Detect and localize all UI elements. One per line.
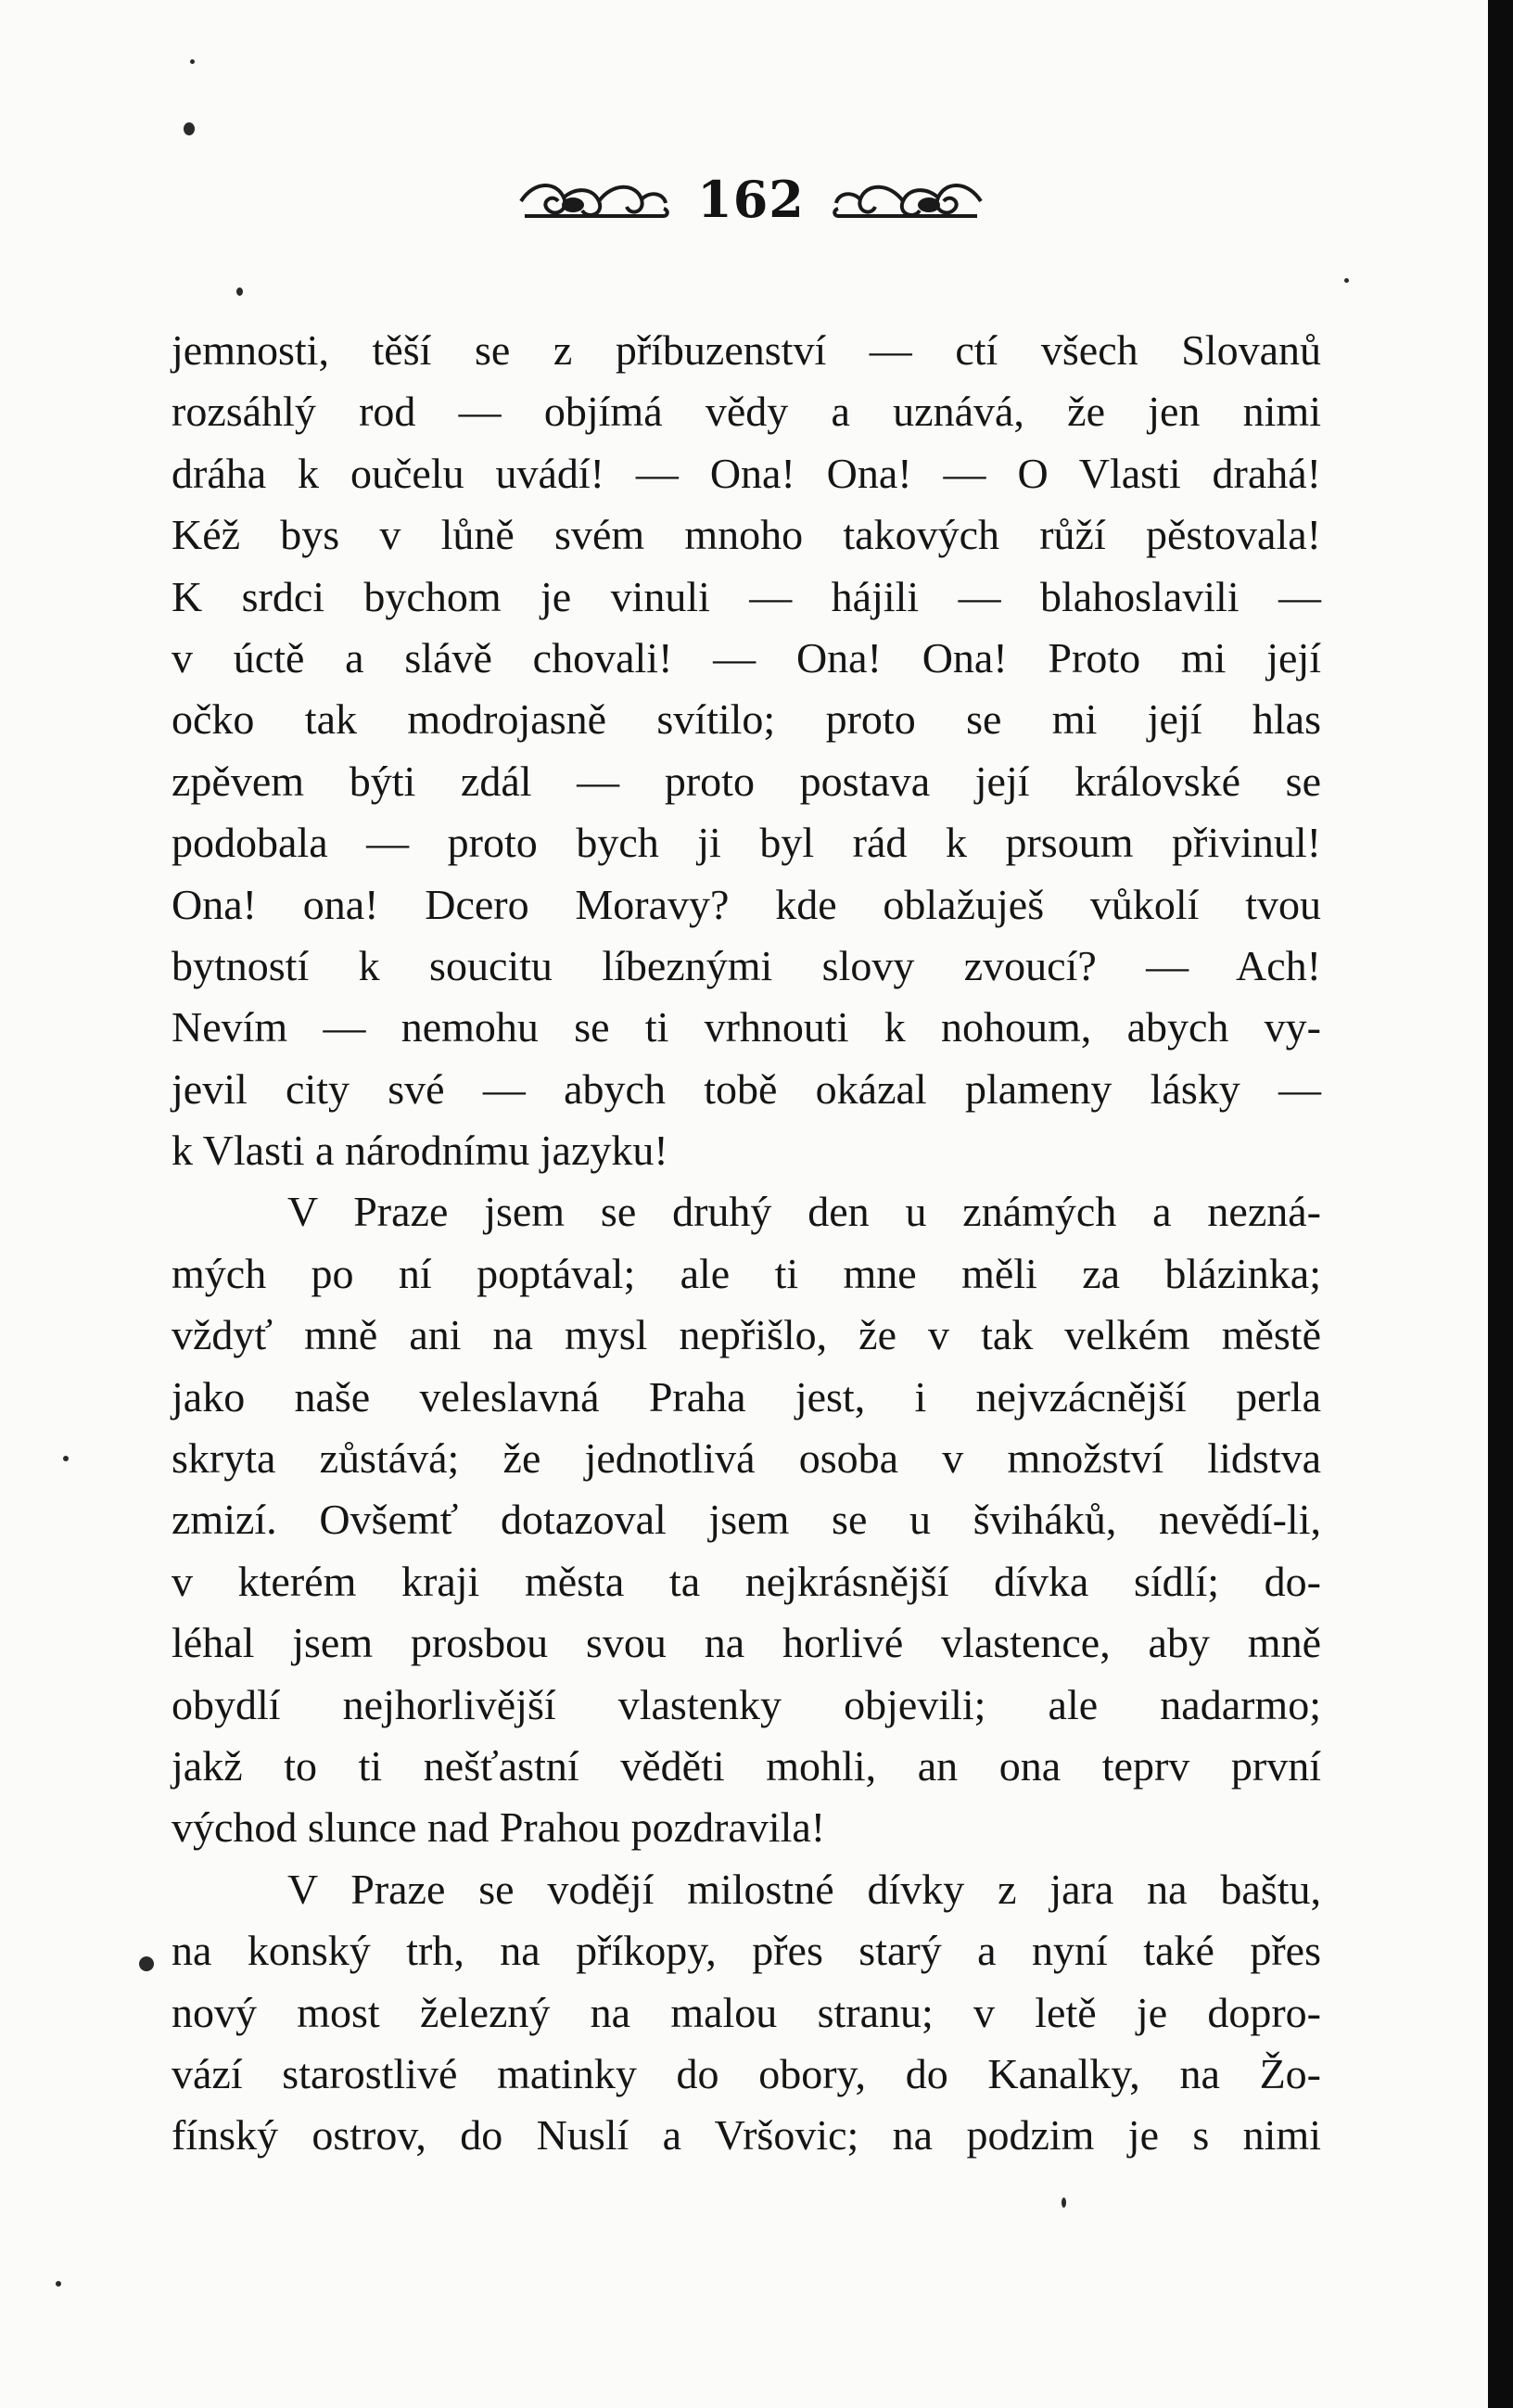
body-text — [172, 320, 1321, 2167]
scan-speck — [56, 2281, 61, 2287]
scan-speck — [184, 122, 195, 135]
text-line: v kterém kraji města ta nejkrásnější dívka sídlí; do- — [172, 1557, 1321, 1605]
scan-speck — [1062, 2198, 1066, 2208]
text-line: V Praze jsem se druhý den u známých a nezná- — [287, 1188, 1321, 1236]
text-line: jakž to ti nešťastní věděti mohli, an ona teprv první — [172, 1741, 1321, 1790]
text-line: V Praze se vodějí milostné dívky z jara na baštu, — [287, 1865, 1321, 1913]
text-line: zmizí. Ovšemť dotazoval jsem se u šviháků, nevědí-li, — [172, 1496, 1321, 1544]
scan-border — [1488, 0, 1513, 2408]
text-line: fínský ostrov, do Nuslí a Vršovic; na podzim je s nimi — [172, 2111, 1321, 2160]
text-line: Nevím — nemohu se ti vrhnouti k nohoum, abych vy- — [172, 1003, 1321, 1051]
text-line: jemnosti, těší se z příbuzenství — ctí všech Slovanů — [172, 326, 1321, 374]
right-ornament-icon — [829, 173, 986, 225]
text-line: Ona! ona! Dcero Moravy? kde oblažuješ vůkolí tvou — [172, 880, 1321, 928]
text-line: K srdci bychom je vinuli — hájili — blahoslavili — — [172, 572, 1321, 620]
text-line: nový most železný na malou stranu; v letě je dopro- — [172, 1988, 1321, 2036]
scan-speck — [1344, 278, 1349, 283]
text-line: jako naše veleslavná Praha jest, i nejvzácnější perla — [172, 1372, 1321, 1421]
scan-speck — [139, 1956, 154, 1971]
text-line: vází starostlivé matinky do obory, do Kanalky, na Žo- — [172, 2049, 1321, 2097]
text-line: dráha k oučelu uvádí! — Ona! Ona! — O Vlasti drahá! — [172, 449, 1321, 497]
scan-speck — [236, 287, 243, 296]
text-line: rozsáhlý rod — objímá vědy a uznává, že jen nimi — [172, 388, 1321, 436]
text-line: bytností k soucitu líbeznými slovy zvoucí? — Ach! — [172, 941, 1321, 989]
text-line: Kéž bys v lůně svém mnoho takových růží pěstovala! — [172, 511, 1321, 559]
text-line: na konský trh, na příkopy, přes starý a nyní také přes — [172, 1927, 1321, 1975]
text-line: v úctě a slávě chovali! — Ona! Ona! Proto mi její — [172, 633, 1321, 682]
text-line: skryta zůstává; že jednotlivá osoba v množství lidstva — [172, 1434, 1321, 1483]
text-line: zpěvem býti zdál — proto postava její královské se — [172, 757, 1321, 805]
text-line: léhal jsem prosbou svou na horlivé vlastence, aby mně — [172, 1619, 1321, 1667]
text-line: očko tak modrojasně svítilo; proto se mi její hlas — [172, 695, 1321, 744]
scan-speck — [190, 59, 195, 64]
text-line: jevil city své — abych tobě okázal plameny lásky — — [172, 1064, 1321, 1113]
text-line: mých po ní poptával; ale ti mne měli za blázinka; — [172, 1249, 1321, 1297]
left-ornament-icon — [515, 173, 673, 225]
text-line: východ slunce nad Prahou pozdravila! — [172, 1803, 826, 1852]
text-line: podobala — proto bych ji byl rád k prsoum přivinul! — [172, 819, 1321, 867]
text-line: vždyť mně ani na mysl nepřišlo, že v tak velkém městě — [172, 1311, 1321, 1359]
page-number: 162 — [697, 170, 805, 229]
page-header — [519, 158, 983, 241]
text-line: obydlí nejhorlivější vlastenky objevili; ale nadarmo; — [172, 1680, 1321, 1728]
text-line: k Vlasti a národnímu jazyku! — [172, 1127, 668, 1175]
scan-speck — [63, 1456, 69, 1461]
